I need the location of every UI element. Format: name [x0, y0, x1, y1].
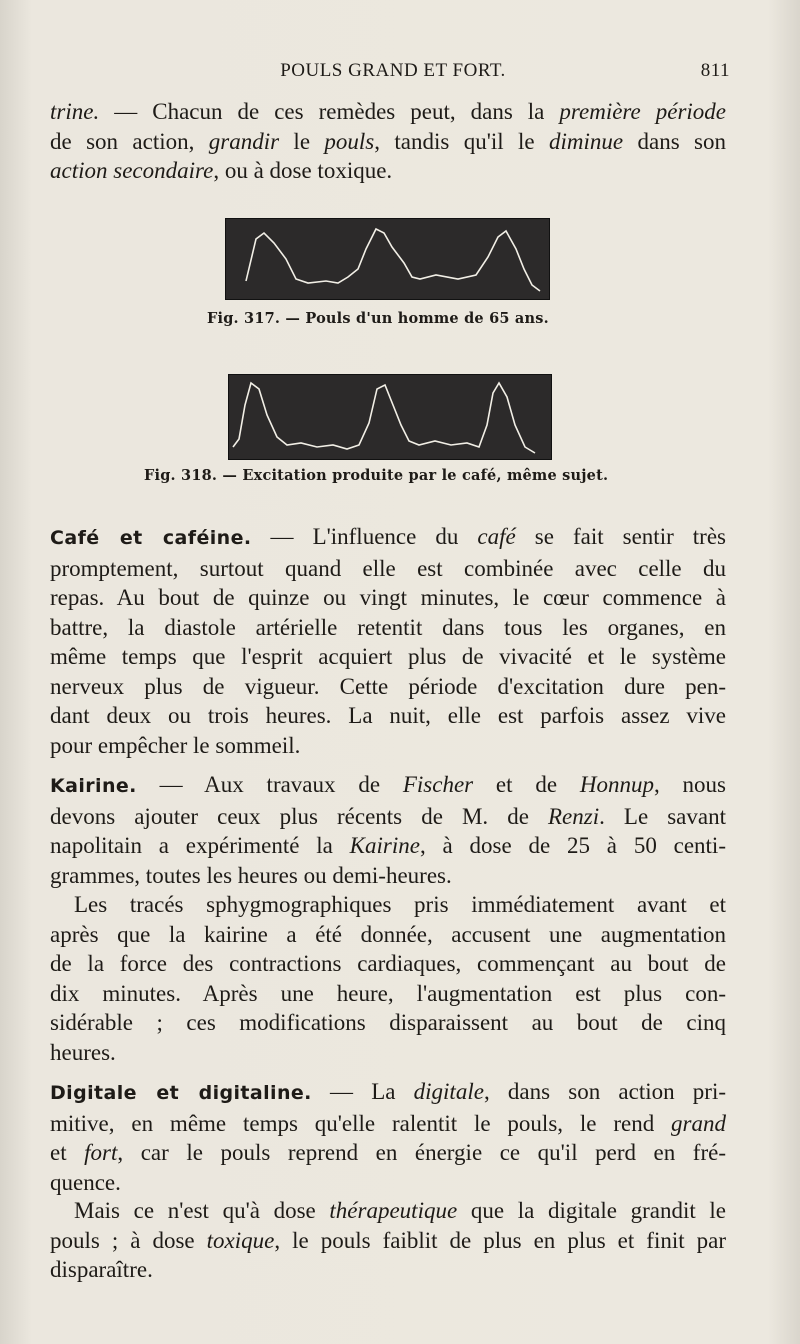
kairine-text: — Aux travaux de — [136, 772, 403, 797]
cafe-text: même temps que l'esprit acquiert plus de vivacité et le système — [50, 644, 726, 669]
final-paragraph — [50, 1196, 726, 1285]
cafe-text: café — [477, 524, 516, 549]
figure-318-caption: Fig. 318. — Excitation produite par le café, même sujet. — [144, 467, 609, 484]
running-header — [56, 60, 730, 86]
cafe-text: se fait sentir très — [515, 524, 726, 549]
figure-318-pulse-trace — [228, 374, 552, 460]
running-title: POULS GRAND ET FORT. — [280, 60, 506, 81]
cafe-text: battre, la diastole artérielle retentit dans tous les organes, en — [50, 614, 726, 640]
kairine-text: et de — [473, 772, 580, 797]
traces-text: sidérable ; ces modifications disparaissent au bout de cinq — [50, 1010, 726, 1035]
kairine-text: napolitain a expérimenté la — [50, 833, 350, 858]
kairine-text: , nous — [654, 772, 727, 797]
kairine-text: , à dose de 25 à 50 centi- — [419, 833, 726, 858]
kairine-text: grammes, toutes les heures ou demi-heures. — [50, 862, 452, 888]
pulse-trace-317 — [226, 219, 549, 299]
digitale-text: — La — [311, 1079, 414, 1104]
intro-text: grandir — [208, 128, 280, 154]
kairine-text: Honnup — [579, 772, 654, 797]
intro-text: — Chacun de ces remèdes peut, dans la — [99, 99, 560, 124]
intro-text: le — [279, 128, 325, 154]
intro-text: action secondaire — [50, 158, 214, 183]
traces-text: de la force des contractions cardiaques, commençant au bout de — [50, 951, 726, 976]
digitale-text: digitale — [413, 1079, 484, 1104]
intro-text: trine. — [50, 99, 100, 124]
digitale-text: grand — [671, 1110, 726, 1136]
traces-text: heures. — [50, 1039, 116, 1065]
digitale-heading: Digitale et digitaline. — [50, 1082, 312, 1104]
cafe-text: dant deux ou trois heures. La nuit, elle est parfois assez vive — [50, 703, 726, 728]
figure-317-caption: Fig. 317. — Pouls d'un homme de 65 ans. — [207, 310, 549, 327]
pulse-trace-318 — [229, 375, 551, 459]
digitale-text: quence. — [50, 1169, 121, 1195]
digitale-text: mitive, en même temps qu'elle ralentit le pouls, le rend — [50, 1110, 672, 1136]
final-text: pouls ; à dose — [50, 1227, 207, 1253]
intro-text: dans son — [623, 128, 726, 154]
intro-paragraph — [50, 97, 726, 186]
intro-text: de son action, — [50, 128, 209, 154]
digitale-text: , dans son action pri- — [483, 1079, 727, 1104]
kairine-heading: Kairine. — [50, 775, 137, 797]
cafe-text: repas. Au bout de quinze ou vingt minutes, le cœur commence à — [50, 585, 726, 610]
kairine-text: Kairine — [349, 833, 420, 858]
digitale-paragraph — [50, 1077, 726, 1197]
intro-text: pouls — [324, 128, 375, 154]
cafe-text: nerveux plus de vigueur. Cette période d'excitation dure pen- — [50, 673, 726, 699]
final-text: toxique — [206, 1227, 275, 1253]
intro-text: , ou à dose toxique. — [213, 158, 393, 183]
kairine-text: . Le savant — [599, 803, 726, 829]
intro-text: première période — [559, 99, 726, 124]
traces-text: après que la kairine a été donnée, accusent une augmentation — [50, 921, 726, 947]
kairine-text: devons ajouter ceux plus récents de M. de — [50, 803, 548, 829]
kairine-text: Renzi — [548, 803, 600, 829]
figure-317-pulse-trace — [225, 218, 550, 300]
cafe-text: — L'influence du — [251, 524, 478, 549]
final-text: disparaître. — [50, 1257, 153, 1282]
final-text: Mais ce n'est qu'à dose — [74, 1198, 330, 1223]
kairine-paragraph — [50, 770, 726, 890]
traces-text: dix minutes. Après une heure, l'augmentation est plus con- — [50, 980, 726, 1006]
final-text: thérapeutique — [329, 1198, 458, 1223]
intro-text: diminue — [549, 128, 624, 154]
traces-text: Les tracés sphygmographiques pris immédiatement avant et — [74, 892, 726, 917]
cafe-paragraph — [50, 522, 726, 760]
cafe-text: pour empêcher le sommeil. — [50, 732, 301, 758]
traces-paragraph — [50, 890, 726, 1067]
final-text: que la digitale grandit le — [457, 1198, 727, 1223]
final-text: , le pouls faiblit de plus en plus et finit par — [274, 1227, 726, 1253]
cafe-heading: Café et caféine. — [50, 527, 252, 549]
intro-text: , tandis qu'il le — [374, 128, 550, 154]
kairine-text: Fischer — [402, 772, 474, 797]
cafe-text: promptement, surtout quand elle est combinée avec celle du — [50, 555, 726, 581]
page-number: 811 — [700, 60, 730, 81]
digitale-text: fort — [84, 1140, 118, 1165]
digitale-text: , car le pouls reprend en énergie ce qu'il perd en fré- — [117, 1140, 726, 1165]
digitale-text: et — [50, 1140, 85, 1165]
